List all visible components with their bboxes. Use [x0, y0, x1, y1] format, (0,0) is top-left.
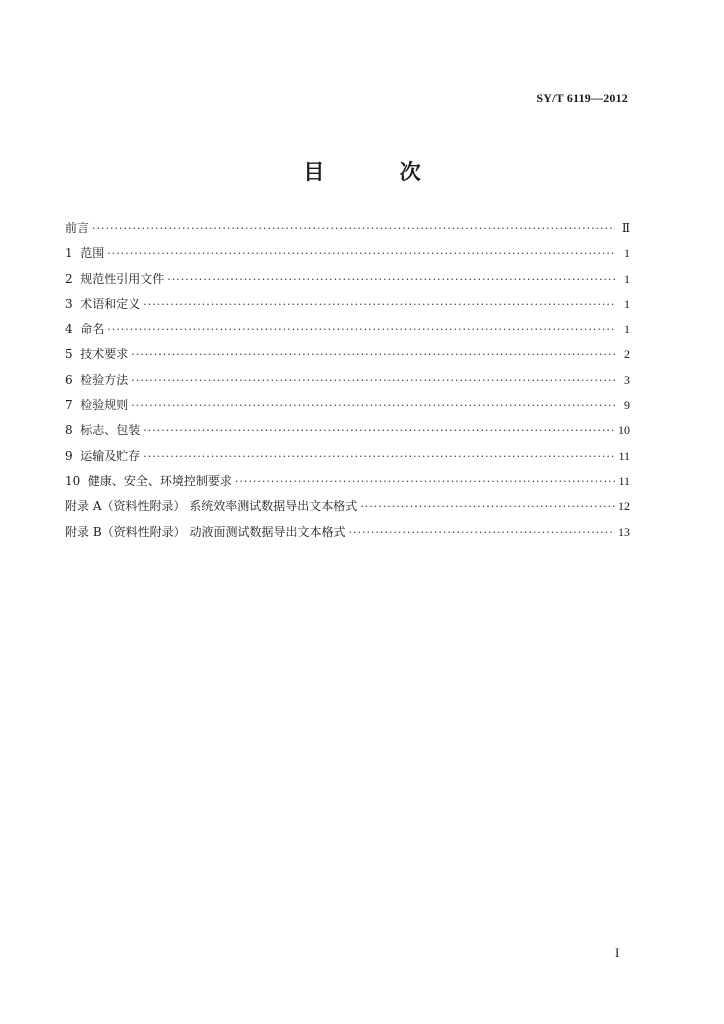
toc-entry-label: 2 规范性引用文件 [65, 271, 165, 286]
page-number: I [615, 945, 620, 960]
toc-entry-page: 13 [618, 524, 630, 539]
toc-leader-dots [92, 222, 615, 235]
toc-entry[interactable] [65, 295, 630, 320]
toc-leader-dots [143, 450, 615, 463]
toc-entry-page: 1 [624, 271, 630, 286]
toc-entry-page: 10 [618, 423, 630, 438]
toc-entry-label: 附录 B（资料性附录） 动液面测试数据导出文本格式 [65, 524, 346, 539]
toc-entry[interactable] [65, 396, 630, 421]
toc-entry[interactable] [65, 447, 630, 472]
toc-entry-page: 1 [624, 296, 630, 311]
toc-entry[interactable] [65, 371, 630, 396]
toc-leader-dots [131, 374, 615, 387]
toc-entry[interactable] [65, 345, 630, 370]
toc-entry-page: 9 [624, 398, 630, 413]
toc-leader-dots [143, 424, 615, 437]
toc-leader-dots [348, 526, 615, 539]
table-of-contents [65, 219, 630, 548]
toc-entry[interactable] [65, 421, 630, 446]
toc-entry-page: 3 [624, 372, 630, 387]
toc-entry-label: 6 检验方法 [65, 372, 129, 387]
toc-leader-dots [107, 323, 615, 336]
toc-entry-label: 前言 [65, 221, 90, 235]
toc-entry-label: 8 标志、包装 [65, 423, 141, 438]
toc-entry-label: 4 命名 [65, 322, 105, 337]
toc-leader-dots [167, 273, 615, 286]
toc-title: 目 次 [303, 159, 455, 184]
toc-entry-page: 1 [624, 246, 630, 261]
toc-entry-label: 附录 A（资料性附录） 系统效率测试数据导出文本格式 [65, 499, 358, 514]
toc-entry-label: 7 检验规则 [65, 398, 129, 413]
toc-leader-dots [131, 348, 615, 361]
toc-leader-dots [235, 475, 615, 488]
toc-entry-page: 12 [618, 499, 630, 514]
toc-entry-page: Ⅱ [621, 221, 630, 235]
toc-entry-page: 11 [618, 448, 630, 463]
standard-code: SY/T 6119—2012 [536, 91, 628, 105]
toc-leader-dots [360, 500, 615, 513]
toc-entry-label: 5 技术要求 [65, 347, 129, 362]
toc-entry-page: 11 [618, 473, 630, 488]
toc-entry-page: 1 [624, 322, 630, 337]
toc-entry[interactable] [65, 270, 630, 295]
toc-entry[interactable] [65, 219, 630, 244]
toc-entry-label: 1 范围 [65, 246, 105, 261]
toc-entry[interactable] [65, 320, 630, 345]
toc-entry-label: 10 健康、安全、环境控制要求 [65, 473, 232, 488]
toc-entry[interactable] [65, 497, 630, 522]
toc-leader-dots [131, 399, 615, 412]
toc-entry-label: 3 术语和定义 [65, 296, 141, 311]
toc-entry-page: 2 [624, 347, 630, 362]
toc-entry[interactable] [65, 244, 630, 269]
toc-entry-label: 9 运输及贮存 [65, 448, 141, 463]
toc-leader-dots [107, 247, 615, 260]
toc-entry[interactable] [65, 523, 630, 548]
toc-leader-dots [143, 298, 615, 311]
toc-entry[interactable] [65, 472, 630, 497]
